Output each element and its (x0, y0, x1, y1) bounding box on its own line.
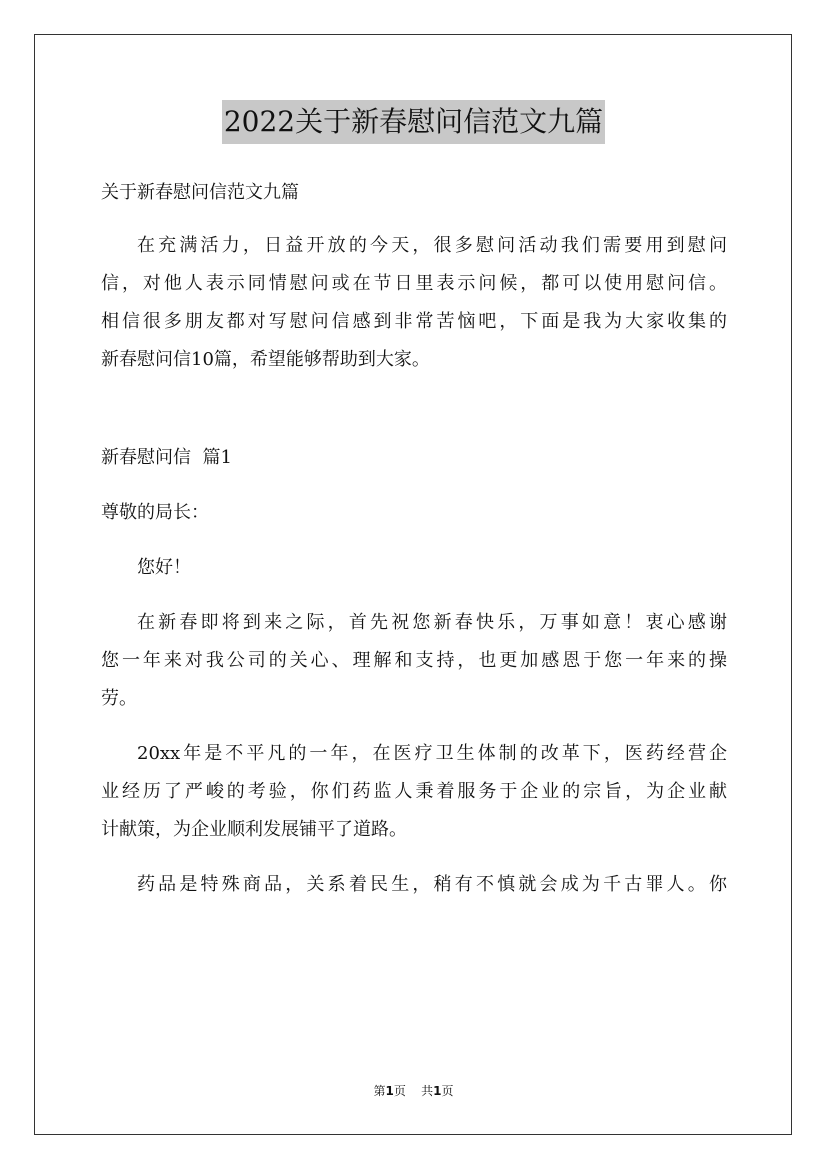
total-prefix: 共 (421, 1084, 434, 1098)
paragraph-3 (101, 866, 727, 904)
document-body (101, 174, 727, 904)
document-title: 2022关于新春慰问信范文九篇 (222, 100, 605, 144)
paragraph-2 (101, 735, 727, 849)
page-prefix: 第 (373, 1084, 386, 1098)
intro-line: 信，对他人表示同情慰问或在节日里表示问候，都可以使用慰问信。 (101, 273, 727, 294)
intro-paragraph (101, 227, 727, 379)
intro-line: 相信很多朋友都对写慰问信感到非常苦恼吧，下面是我为大家收集的 (101, 311, 727, 332)
section-heading: 新春慰问信 篇1 (101, 447, 232, 468)
paragraph-1 (101, 604, 727, 718)
paragraph-line: 劳。 (101, 688, 137, 709)
page-number: 1 (385, 1084, 394, 1098)
greeting: 您好！ (137, 557, 191, 578)
page-suffix: 页 (393, 1084, 406, 1098)
title-container (0, 100, 827, 144)
intro-line: 在充满活力，日益开放的今天，很多慰问活动我们需要用到慰问 (137, 235, 727, 256)
intro-line: 新春慰问信10篇，希望能够帮助到大家。 (101, 349, 430, 370)
page-footer (0, 1082, 827, 1100)
total-suffix: 页 (441, 1084, 454, 1098)
paragraph-line: 您一年来对我公司的关心、理解和支持，也更加感恩于您一年来的操 (101, 650, 727, 671)
paragraph-line: 20xx年是不平凡的一年，在医疗卫生体制的改革下，医药经营企 (137, 743, 727, 764)
paragraph-line: 计献策，为企业顺利发展铺平了道路。 (101, 819, 407, 840)
paragraph-line: 在新春即将到来之际，首先祝您新春快乐，万事如意！衷心感谢 (137, 612, 727, 633)
document-subtitle: 关于新春慰问信范文九篇 (101, 182, 299, 203)
total-pages: 1 (433, 1084, 442, 1098)
salutation: 尊敬的局长： (101, 502, 209, 523)
paragraph-line: 药品是特殊商品，关系着民生，稍有不慎就会成为千古罪人。你 (137, 874, 727, 895)
paragraph-line: 业经历了严峻的考验，你们药监人秉着服务于企业的宗旨，为企业献 (101, 781, 727, 802)
